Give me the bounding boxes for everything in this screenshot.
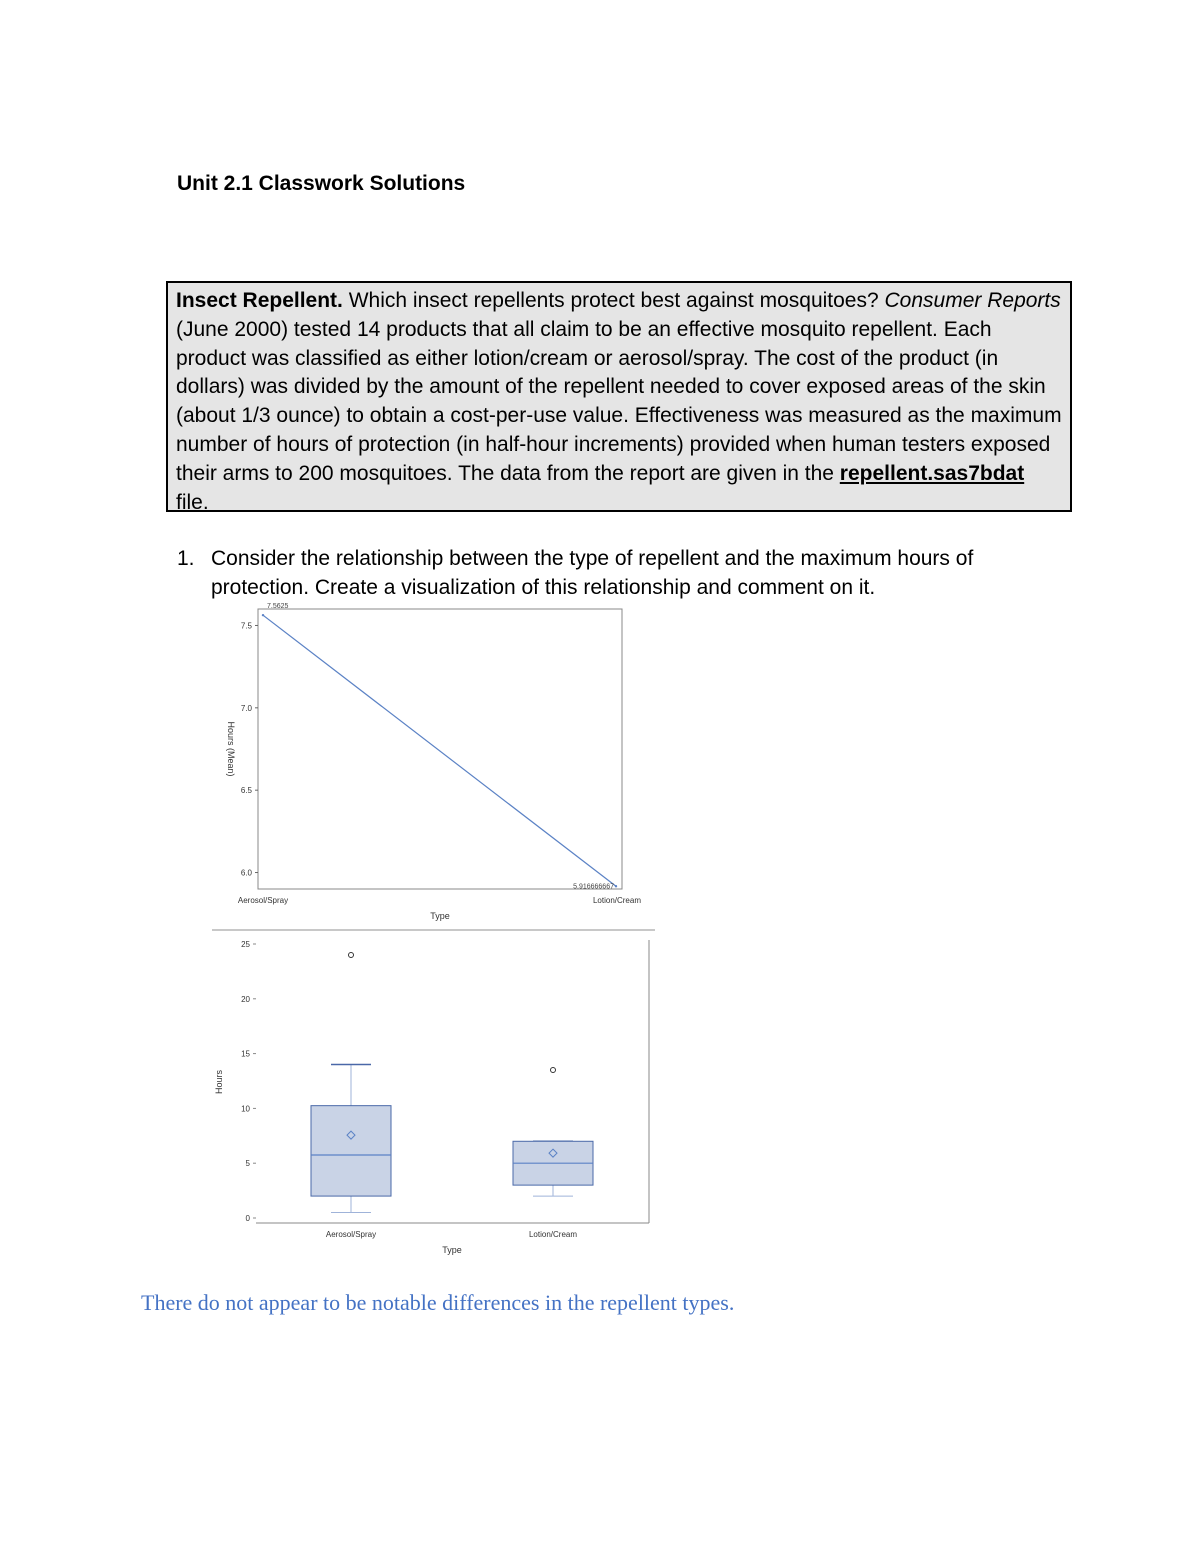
chart1-data-label: 5.916666667 [573, 883, 614, 891]
box-outlier [551, 1068, 556, 1073]
chart2-y-tick-label: 25 [241, 940, 250, 949]
chart1-y-tick-label: 7.0 [240, 703, 252, 713]
chart1-data-point [262, 614, 264, 616]
chart1-x-axis-title: Type [430, 911, 450, 921]
chart1-point-labels [262, 603, 617, 890]
chart1-plot-frame [258, 609, 622, 889]
chart2-y-tick-label: 0 [245, 1214, 250, 1223]
chart1-y-tick-label: 7.5 [240, 621, 252, 631]
chart2-x-axis-title: Type [442, 1245, 462, 1255]
page-title: Unit 2.1 Classwork Solutions [177, 172, 466, 195]
chart1-data-point [615, 885, 617, 887]
problem-file-suffix: file. [176, 490, 209, 514]
box-group [311, 952, 391, 1212]
chart2-x-axis [326, 1230, 577, 1239]
chart1-x-tick-label: Aerosol/Spray [237, 896, 289, 905]
box-outlier [349, 952, 354, 957]
problem-source: Consumer Reports [884, 289, 1061, 312]
problem-intro: Which insect repellents protect best against mosquitoes? [342, 289, 885, 312]
question-number: 1. [177, 547, 195, 570]
chart2-y-axis [241, 940, 256, 1223]
problem-body: (June 2000) tested 14 products that all claim to be an effective mosquito repellent. Each product was classified as either lotion/cream or aerosol/spray. The cost of the product (in dollars) was divided by the amount of the repellent needed to cover exposed areas of the skin (about 1/3 ounce) to obtain a cost-per-use value. Effectiveness was measured as the maximum number of hours of protection (in half-hour increments) provided when human testers exposed their arms to 200 mosquitoes. The data from the report are given in the [176, 317, 1062, 485]
box-group [513, 1068, 593, 1197]
chart1-y-axis [241, 621, 258, 877]
box-iqr [311, 1106, 391, 1196]
chart1-series-line [263, 615, 616, 886]
chart2-y-axis-title: Hours [214, 1069, 224, 1095]
chart2-y-tick-label: 15 [241, 1049, 250, 1059]
chart2-x-tick-label: Lotion/Cream [528, 1230, 578, 1239]
chart1-y-tick-label: 6.5 [240, 786, 252, 796]
chart1-y-axis-title: Hours (Mean) [226, 721, 236, 777]
answer-text: There do not appear to be notable differences in the repellent types. [141, 1290, 735, 1315]
chart1-x-axis [238, 896, 641, 905]
chart2-x-tick-label: Aerosol/Spray [325, 1230, 377, 1239]
box-plot-chart [214, 940, 649, 1255]
chart1-y-tick-label: 6.0 [240, 868, 252, 878]
problem-heading: Insect Repellent. [176, 289, 343, 312]
chart2-boxes [311, 952, 593, 1212]
chart2-y-tick-label: 20 [241, 994, 250, 1004]
chart2-y-tick-label: 10 [241, 1104, 250, 1114]
chart1-x-tick-label: Lotion/Cream [592, 896, 641, 905]
chart1-data-label: 7.5625 [267, 603, 289, 611]
data-file-link[interactable]: repellent.sas7bdat [839, 461, 1025, 485]
chart2-y-tick-label: 5 [245, 1159, 250, 1169]
mean-line-chart [226, 603, 641, 921]
question-text: Consider the relationship between the type of repellent and the maximum hours of protection. Create a visualization of this relationship and comment on it. [211, 547, 974, 599]
